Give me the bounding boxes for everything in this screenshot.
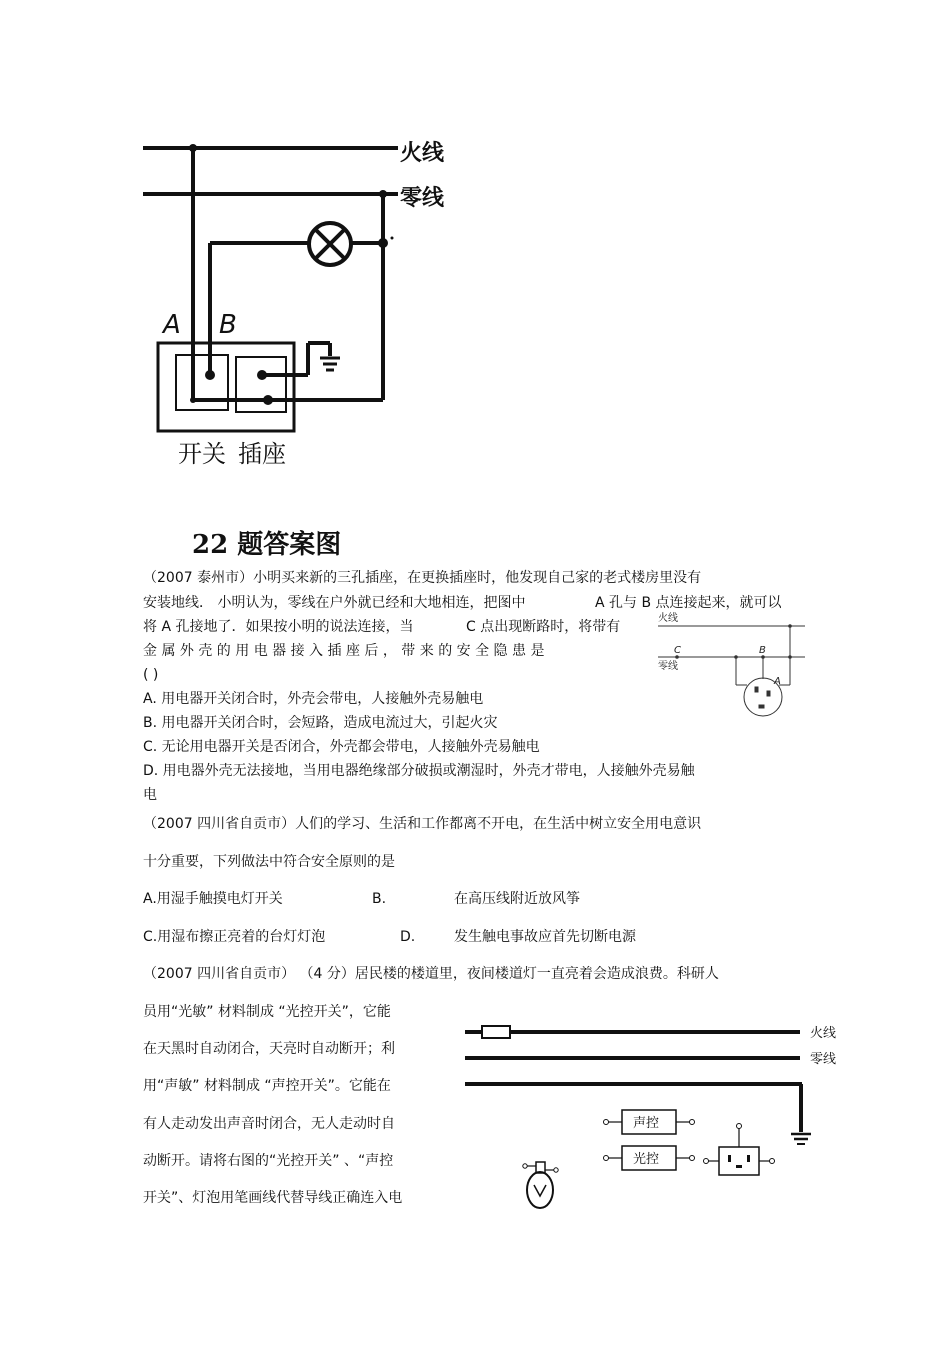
q1-line-1: （2007 泰州市）小明买来新的三孔插座，在更换插座时，他发现自己家的老式楼房里没有	[143, 570, 702, 586]
q1-option-d: D. 用电器外壳无法接地，当用电器绝缘部分破损或潮湿时，外壳才带电，人接触外壳易触	[143, 763, 695, 779]
q2-option-a: A.用湿手触摸电灯开关	[143, 891, 283, 907]
neutral-wire-label: 零线	[810, 1052, 837, 1067]
live-wire-label: 火线	[810, 1026, 837, 1041]
q2-line-1: （2007 四川省自贡市）人们的学习、生活和工作都离不开电，在生活中树立安全用电意识	[143, 816, 702, 832]
lamp-bulb-symbol	[527, 1172, 553, 1208]
label-a: A	[163, 310, 181, 340]
q2-option-b-letter: B.	[372, 891, 387, 907]
neutral-wire-label: 零线	[400, 186, 445, 211]
socket-label: 插座	[238, 440, 286, 468]
q1-line-4: 金 属 外 壳 的 用 电 器 接 入 插 座 后 ， 带 来 的 安 全 隐 患 是	[143, 643, 545, 659]
figure-caption: 22 题答案图	[192, 530, 342, 560]
q2-option-d: 发生触电事故应首先切断电源	[454, 929, 636, 945]
q1-line-5: ( )	[143, 667, 159, 683]
q2-line-2: 十分重要，下列做法中符合安全原则的是	[143, 854, 395, 870]
q1-option-a: A. 用电器开关闭合时，外壳会带电，人接触外壳易触电	[143, 691, 484, 707]
q2-option-d-letter: D.	[400, 929, 416, 945]
q2-option-c: C.用湿布擦正亮着的台灯灯泡	[143, 929, 326, 945]
q1-option-c: C. 无论用电器开关是否闭合，外壳都会带电，人接触外壳易触电	[143, 739, 540, 755]
live-wire-label: 火线	[658, 613, 678, 624]
point-c-label: C	[674, 645, 681, 656]
q1-line-3a: 将 A 孔接地了．如果按小明的说法连接，当	[143, 619, 414, 635]
q3-line-7: 开关”、灯泡用笔画线代替导线正确连入电	[143, 1190, 403, 1206]
q1-line-2b: A 孔与 B 点连接起来，就可以	[595, 595, 782, 611]
q3-line-1: （2007 四川省自贡市） （4 分）居民楼的楼道里，夜间楼道灯一直亮着会造成浪费。科研人	[143, 966, 719, 982]
point-b-label: B	[759, 645, 766, 656]
fuse-symbol	[482, 1026, 510, 1038]
neutral-wire-label: 零线	[658, 661, 678, 672]
label-b: B	[219, 310, 237, 340]
q3-line-5: 有人走动发出声音时闭合，无人走动时自	[143, 1116, 395, 1132]
live-wire-label: 火线	[400, 141, 445, 166]
wiring-answer-diagram	[0, 0, 480, 570]
switch-label: 开关	[178, 440, 226, 468]
sound-switch-label: 声控	[633, 1116, 660, 1131]
socket-symbol	[719, 1147, 759, 1175]
light-switch-label: 光控	[633, 1152, 660, 1167]
point-a-label: A	[774, 676, 781, 687]
q3-line-6: 动断开。请将右图的“光控开关” 、“声控	[143, 1153, 394, 1169]
socket-point-diagram	[650, 605, 820, 725]
stairwell-circuit-diagram	[460, 1010, 850, 1220]
q1-option-d-cont: 电	[143, 787, 157, 803]
q2-option-b: 在高压线附近放风筝	[454, 891, 580, 907]
q1-line-3b: C 点出现断路时，将带有	[466, 619, 621, 635]
q1-option-b: B. 用电器开关闭合时，会短路，造成电流过大，引起火灾	[143, 715, 498, 731]
q3-line-4: 用“声敏” 材料制成 “声控开关”。它能在	[143, 1078, 391, 1094]
q1-line-2a: 安装地线． 小明认为，零线在户外就已经和大地相连，把图中	[143, 595, 526, 611]
q3-line-2: 员用“光敏” 材料制成 “光控开关”，它能	[143, 1004, 391, 1020]
q3-line-3: 在天黑时自动闭合，天亮时自动断开；利	[143, 1041, 395, 1057]
